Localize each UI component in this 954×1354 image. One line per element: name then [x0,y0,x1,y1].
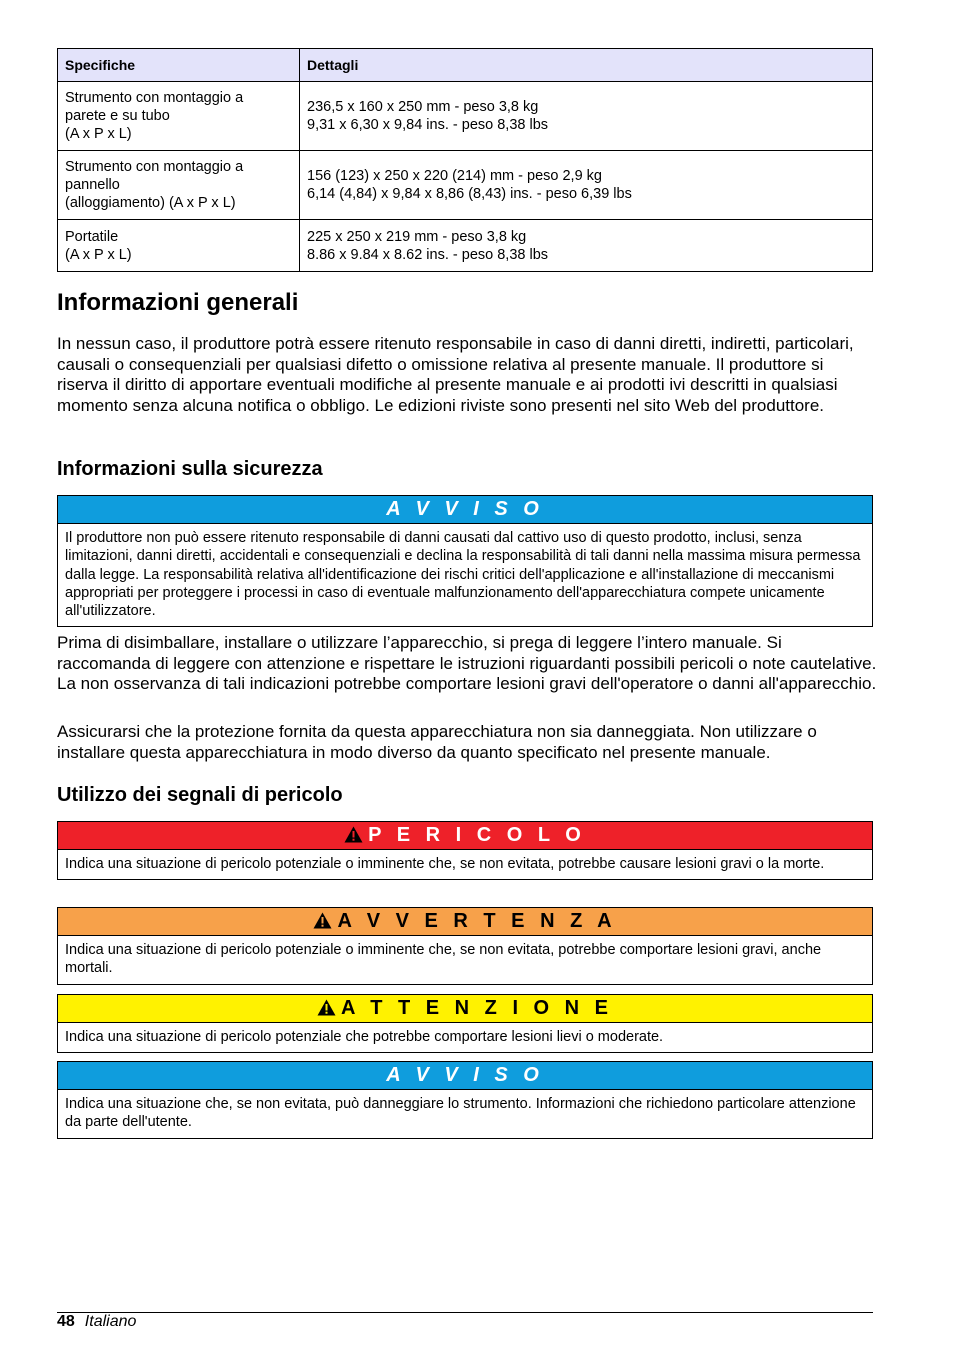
page-footer [57,1313,136,1331]
notice-box-hazard [57,1061,873,1139]
notice-header: A V V I S O [58,1062,872,1090]
general-info-heading: Informazioni generali [57,289,299,316]
spec-cell: Strumento con montaggio a pannello (alloggiamento) (A x P x L) [58,151,300,220]
footer-language: Italiano [84,1313,137,1330]
warning-triangle-icon [344,826,363,843]
table-row [58,220,873,272]
caution-label: A T T E N Z I O N E [340,997,614,1019]
safety-paragraph-2: Assicurarsi che la protezione fornita da questa apparecchiatura non sia danneggiata. Non utilizzare o installare questa apparecchiatura in modo diverso da quanto specificato nel presente manuale. [57,722,817,762]
page-number: 48 [57,1313,75,1330]
table-row [58,151,873,220]
spec-table [57,48,873,272]
danger-box [57,821,873,880]
notice-header: A V V I S O [58,496,872,524]
warning-label: A V V E R T E N Z A [337,910,617,932]
danger-label: P E R I C O L O [368,824,586,846]
detail-cell: 225 x 250 x 219 mm - peso 3,8 kg 8.86 x 9.84 x 8.62 ins. - peso 8,38 lbs [300,220,873,272]
warning-box [57,907,873,985]
warning-triangle-icon [317,999,336,1016]
footer-divider [57,1312,873,1313]
spec-cell: Strumento con montaggio a parete e su tubo (A x P x L) [58,82,300,151]
table-row [58,82,873,151]
notice-text: Indica una situazione che, se non evitata, può danneggiare lo strumento. Informazioni che richiedono particolare attenzione da parte dell'utente. [65,1096,856,1131]
column-header-specs: Specifiche [58,49,300,82]
notice-box-safety [57,495,873,627]
safety-info-heading: Informazioni sulla sicurezza [57,458,323,480]
warning-header [58,908,872,936]
caution-text: Indica una situazione di pericolo potenziale che potrebbe comportare lesioni lievi o moderate. [65,1029,664,1045]
caution-box [57,994,873,1053]
table-header-row [58,49,873,82]
danger-header [58,822,872,850]
hazard-signals-heading: Utilizzo dei segnali di pericolo [57,784,343,806]
safety-paragraph-1: Prima di disimballare, installare o utilizzare l’apparecchio, si prega di leggere l’intero manuale. Si raccomanda di leggere con attenzione e rispettare le istruzioni riguardanti possibili pericoli o note cautelative. La non osservanza di tali indicazioni potrebbe comportare lesioni gravi dell'operatore o danni all'apparecchio. [57,633,877,693]
warning-text: Indica una situazione di pericolo potenziale o imminente che, se non evitata, potrebbe comportare lesioni gravi, anche mortali. [65,942,822,977]
general-info-text: In nessun caso, il produttore potrà essere ritenuto responsabile in caso di danni diretti, indiretti, particolari, causali o consequenziali per qualsiasi difetto o omissione relativa al presente manuale. Il produttore si riserva il diritto di apportare eventuali modifiche al presente manuale e ai prodotti ivi descritti in qualsiasi momento senza alcuna notifica o obbligo. Le edizioni riviste sono presenti nel sito Web del produttore. [57,334,854,415]
detail-cell: 156 (123) x 250 x 220 (214) mm - peso 2,9 kg 6,14 (4,84) x 9,84 x 8,86 (8,43) ins. - peso 6,39 lbs [300,151,873,220]
danger-text: Indica una situazione di pericolo potenziale o imminente che, se non evitata, potrebbe causare lesioni gravi o la morte. [65,856,825,872]
spec-cell: Portatile (A x P x L) [58,220,300,272]
detail-cell: 236,5 x 160 x 250 mm - peso 3,8 kg 9,31 x 6,30 x 9,84 ins. - peso 8,38 lbs [300,82,873,151]
caution-header [58,995,872,1023]
column-header-details: Dettagli [300,49,873,82]
notice-text: Il produttore non può essere ritenuto responsabile di danni causati dal cattivo uso di questo prodotto, inclusi, senza limitazioni, danni diretti, accidentali e consequenziali e declina la responsabilità di tali danni nella massima misura permessa dalla legge. La responsabilità relativa all'identificazione dei rischi critici dell'applicazione e all'installazione di meccanismi appropriati per proteggere i processi in caso di eventuale malfunzionamento dell'apparecchiatura compete unicamente all'utilizzatore. [65,530,861,620]
warning-triangle-icon [313,912,332,929]
